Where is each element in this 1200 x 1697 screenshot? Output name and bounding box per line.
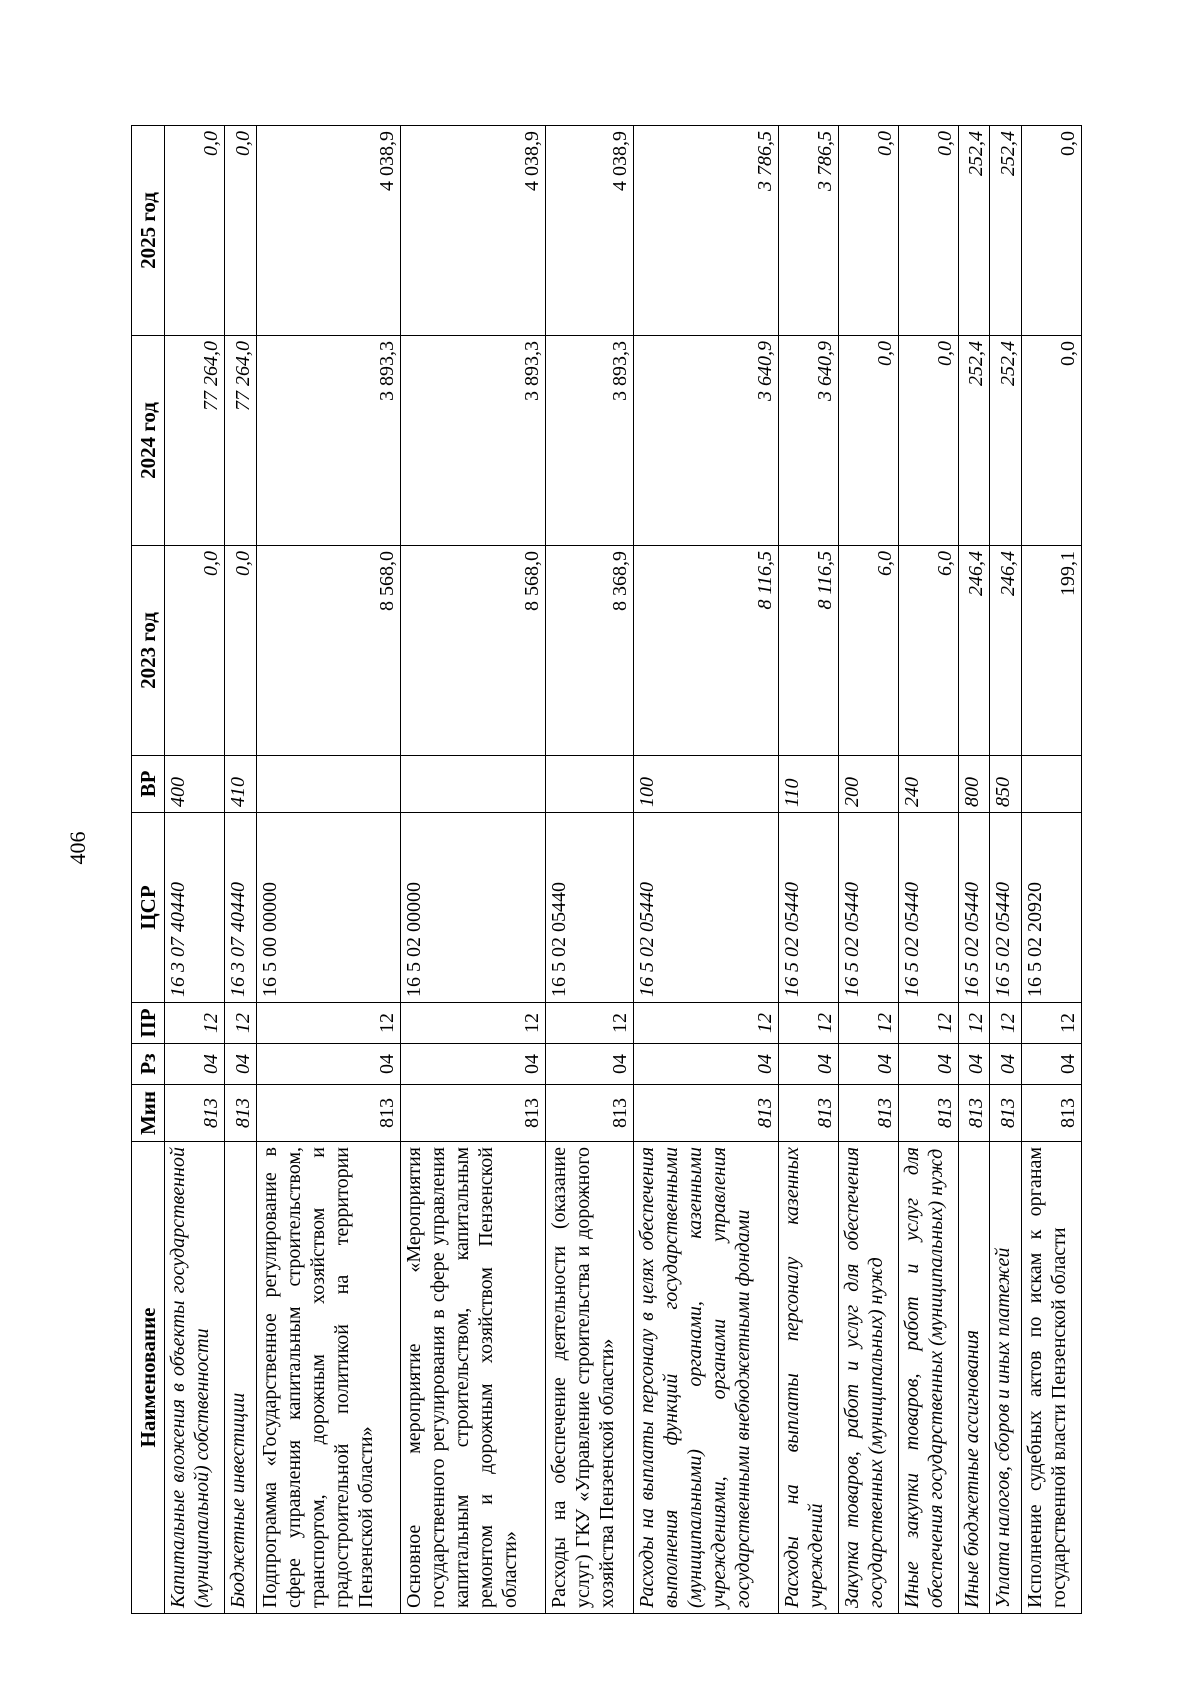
table-row [778,126,838,1614]
cell-2023: 8 568,0 [256,546,401,756]
cell-csr: 16 5 02 00000 [401,813,546,1003]
cell-name: Расходы на выплаты персоналу в целях обеспечения выполнения функций государственными (муниципальными) органами, казенными учреждениями, органами управления государственными внебюджетными фондами [634,1142,779,1614]
table-row [990,126,1022,1614]
cell-2025: 0,0 [1021,126,1081,336]
cell-rz: 04 [224,1044,256,1085]
cell-min: 813 [990,1085,1022,1142]
cell-csr: 16 5 02 05440 [898,813,958,1003]
budget-table-rotated [131,126,1082,1614]
cell-vr: 400 [165,756,225,813]
table-header [132,126,165,1614]
table-row [898,126,958,1614]
cell-rz: 04 [256,1044,401,1085]
cell-csr: 16 5 02 05440 [958,813,990,1003]
cell-name: Расходы на выплаты персоналу казенных учреждений [778,1142,838,1614]
cell-2024: 252,4 [990,336,1022,546]
cell-name: Подпрограмма «Государственное регулирование в сфере управления капитальным строительством, транспортом, дорожным хозяйством и градостроительной политикой на территории Пензенской области» [256,1142,401,1614]
cell-2024: 0,0 [838,336,898,546]
cell-min: 813 [401,1085,546,1142]
cell-pr: 12 [1021,1003,1081,1044]
cell-min: 813 [838,1085,898,1142]
cell-2023: 0,0 [224,546,256,756]
cell-2023: 0,0 [165,546,225,756]
cell-vr: 100 [634,756,779,813]
cell-2023: 8 116,5 [634,546,779,756]
cell-name: Капитальные вложения в объекты государственной (муниципальной) собственности [165,1142,225,1614]
cell-pr: 12 [634,1003,779,1044]
cell-name: Бюджетные инвестиции [224,1142,256,1614]
cell-2024: 77 264,0 [224,336,256,546]
cell-csr: 16 3 07 40440 [224,813,256,1003]
cell-2023: 6,0 [838,546,898,756]
cell-2024: 77 264,0 [165,336,225,546]
cell-2024: 0,0 [1021,336,1081,546]
cell-min: 813 [545,1085,633,1142]
cell-pr: 12 [778,1003,838,1044]
cell-2023: 246,4 [990,546,1022,756]
cell-rz: 04 [898,1044,958,1085]
cell-2023: 246,4 [958,546,990,756]
cell-rz: 04 [838,1044,898,1085]
cell-vr: 110 [778,756,838,813]
table-row [224,126,256,1614]
cell-2025: 4 038,9 [401,126,546,336]
cell-pr: 12 [256,1003,401,1044]
cell-pr: 12 [401,1003,546,1044]
cell-2025: 0,0 [898,126,958,336]
cell-min: 813 [1021,1085,1081,1142]
cell-min: 813 [224,1085,256,1142]
cell-csr: 16 5 02 05440 [838,813,898,1003]
cell-2023: 8 116,5 [778,546,838,756]
cell-2024: 0,0 [898,336,958,546]
cell-2024: 3 640,9 [634,336,779,546]
table-row [256,126,401,1614]
cell-pr: 12 [898,1003,958,1044]
cell-rz: 04 [958,1044,990,1085]
cell-csr: 16 5 00 00000 [256,813,401,1003]
table-row [545,126,633,1614]
cell-name: Исполнение судебных актов по искам к органам государственной власти Пензенской области [1021,1142,1081,1614]
cell-vr: 240 [898,756,958,813]
cell-min: 813 [898,1085,958,1142]
header-rz: Рз [132,1044,165,1085]
table-row [1021,126,1081,1614]
header-2024: 2024 год [132,336,165,546]
cell-2025: 4 038,9 [256,126,401,336]
cell-pr: 12 [838,1003,898,1044]
cell-vr: 850 [990,756,1022,813]
cell-2025: 0,0 [224,126,256,336]
cell-2024: 3 893,3 [256,336,401,546]
cell-2025: 252,4 [958,126,990,336]
cell-min: 813 [778,1085,838,1142]
table-row [165,126,225,1614]
cell-2025: 0,0 [838,126,898,336]
cell-2024: 3 893,3 [545,336,633,546]
cell-csr: 16 5 02 05440 [545,813,633,1003]
cell-name: Закупка товаров, работ и услуг для обеспечения государственных (муниципальных) нужд [838,1142,898,1614]
cell-rz: 04 [545,1044,633,1085]
cell-name: Уплата налогов, сборов и иных платежей [990,1142,1022,1614]
cell-rz: 04 [990,1044,1022,1085]
table-row [958,126,990,1614]
table-body [165,126,1082,1614]
cell-min: 813 [165,1085,225,1142]
header-pr: ПР [132,1003,165,1044]
cell-csr: 16 5 02 05440 [778,813,838,1003]
cell-2024: 3 640,9 [778,336,838,546]
cell-pr: 12 [990,1003,1022,1044]
cell-2023: 199,1 [1021,546,1081,756]
cell-2025: 3 786,5 [634,126,779,336]
budget-table [131,125,1082,1614]
cell-vr [401,756,546,813]
cell-csr: 16 5 02 05440 [990,813,1022,1003]
cell-2025: 4 038,9 [545,126,633,336]
cell-2023: 8 568,0 [401,546,546,756]
header-2023: 2023 год [132,546,165,756]
cell-pr: 12 [958,1003,990,1044]
cell-rz: 04 [778,1044,838,1085]
header-2025: 2025 год [132,126,165,336]
cell-2025: 0,0 [165,126,225,336]
cell-2025: 252,4 [990,126,1022,336]
cell-csr: 16 5 02 20920 [1021,813,1081,1003]
cell-pr: 12 [545,1003,633,1044]
cell-vr: 200 [838,756,898,813]
cell-vr: 410 [224,756,256,813]
cell-min: 813 [256,1085,401,1142]
cell-rz: 04 [1021,1044,1081,1085]
cell-vr: 800 [958,756,990,813]
cell-2025: 3 786,5 [778,126,838,336]
cell-2024: 252,4 [958,336,990,546]
cell-vr [545,756,633,813]
table-row [838,126,898,1614]
cell-2024: 3 893,3 [401,336,546,546]
cell-2023: 6,0 [898,546,958,756]
cell-vr [256,756,401,813]
header-vr: ВР [132,756,165,813]
cell-name: Иные закупки товаров, работ и услуг для обеспечения государственных (муниципальных) нужд [898,1142,958,1614]
cell-min: 813 [634,1085,779,1142]
header-csr: ЦСР [132,813,165,1003]
cell-vr [1021,756,1081,813]
cell-rz: 04 [634,1044,779,1085]
cell-csr: 16 5 02 05440 [634,813,779,1003]
cell-pr: 12 [165,1003,225,1044]
header-name: Наименование [132,1142,165,1614]
table-row [634,126,779,1614]
page-number: 406 [65,831,90,865]
cell-rz: 04 [401,1044,546,1085]
cell-2023: 8 368,9 [545,546,633,756]
cell-rz: 04 [165,1044,225,1085]
cell-min: 813 [958,1085,990,1142]
cell-pr: 12 [224,1003,256,1044]
cell-name: Расходы на обеспечение деятельности (оказание услуг) ГКУ «Управление строительства и дорожного хозяйства Пензенской области» [545,1142,633,1614]
cell-csr: 16 3 07 40440 [165,813,225,1003]
cell-name: Иные бюджетные ассигнования [958,1142,990,1614]
table-row [401,126,546,1614]
header-min: Мин [132,1085,165,1142]
cell-name: Основное мероприятие «Мероприятия государственного регулирования в сфере управления капитальным строительством, капитальным ремонтом и дорожным хозяйством Пензенской области» [401,1142,546,1614]
